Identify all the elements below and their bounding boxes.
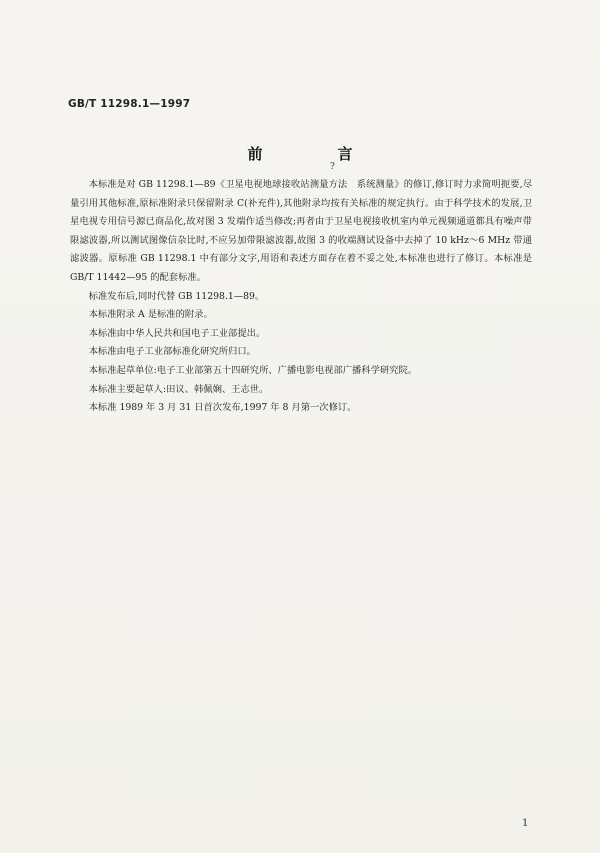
foreword-paragraph-4: 本标准由中华人民共和国电子工业部提出。 <box>88 327 266 339</box>
stray-mark: ? <box>330 162 335 172</box>
foreword-paragraph-6: 本标准起草单位:电子工业部第五十四研究所、广播电影电视部广播科学研究院。 <box>88 364 418 376</box>
foreword-body <box>70 176 532 418</box>
page-number: 1 <box>522 818 529 829</box>
foreword-paragraph-1: 本标准是对 GB 11298.1—89《卫星电视地球接收站测量方法 系统测量》的修订,修订时力求简明扼要,尽量引用其他标准,原标准附录只保留附录 C(补充件),其他附录均按有关标准的规定执行。由于科学技术的发展,卫星电视专用信号源已商品化,故对图 3 发端作适当修改;再者由于卫星电视接收机室内单元视频通道都具有噪声带限滤波器,所以测试图像信杂比时,不应另加带限滤波器,故图 3 的收端测试设备中去掉了 10 kHz～6 MHz 带通滤波器。原标准 GB 11298.1 中有部分文字,用语和表述方面存在着不妥之处,本标准也进行了修订。本标准是 GB/T 11442—95 的配套标准。 <box>70 179 532 283</box>
foreword-paragraph-7: 本标准主要起草人:田议、韩佩娴、王志世。 <box>88 383 269 395</box>
foreword-paragraph-8: 本标准 1989 年 3 月 31 日首次发布,1997 年 8 月第一次修订。 <box>88 402 357 414</box>
foreword-paragraph-3: 本标准附录 A 是标准的附录。 <box>88 309 213 321</box>
standard-code: GB/T 11298.1—1997 <box>68 98 191 110</box>
foreword-paragraph-5: 本标准由电子工业部标准化研究所归口。 <box>88 346 256 358</box>
page-title: 前 言 <box>247 145 383 163</box>
foreword-paragraph-2: 标准发布后,同时代替 GB 11298.1—89。 <box>88 290 265 302</box>
